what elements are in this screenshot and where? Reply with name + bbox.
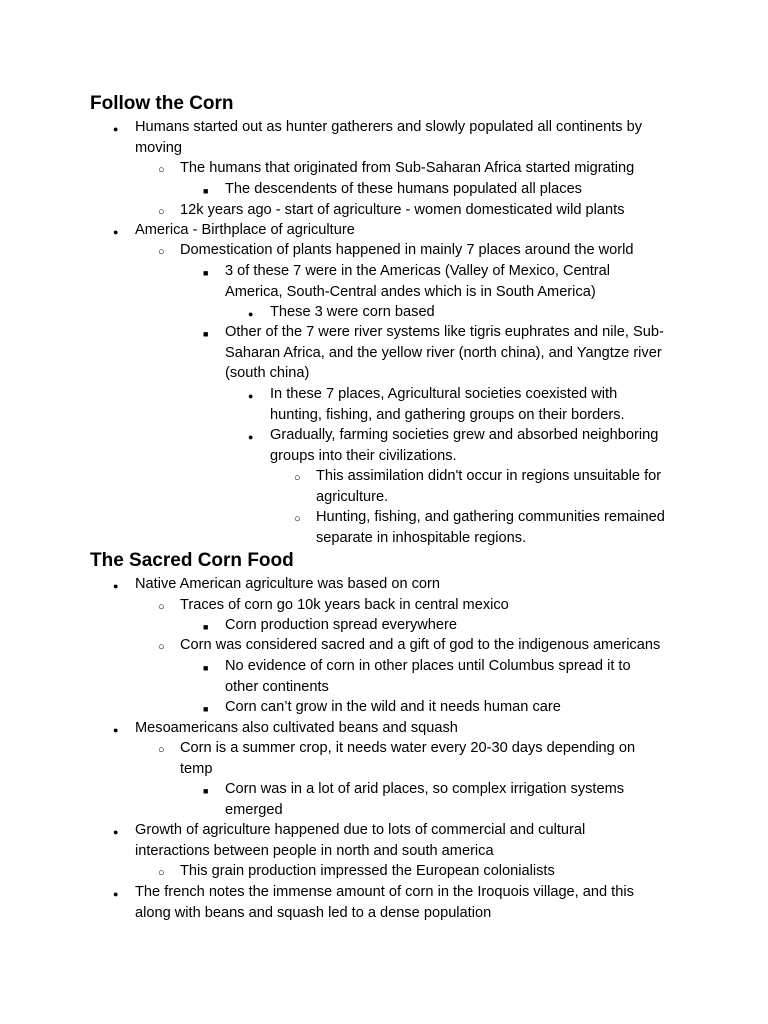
- bullet-circle-icon: [294, 466, 301, 489]
- bullet-square-icon: [203, 656, 208, 679]
- bullet-circle-icon: [158, 595, 165, 618]
- list-item: [225, 779, 645, 820]
- list-item-text: Humans started out as hunter gatherers and slowly populated all continents by moving: [135, 119, 643, 156]
- list-item-text: The descendents of these humans populated all places: [225, 181, 582, 197]
- list-item: [135, 718, 660, 739]
- list-item-text: In these 7 places, Agricultural societies coexisted with hunting, fishing, and gathering groups on their borders.: [270, 386, 625, 423]
- list-item-text: Other of the 7 were river systems like tigris euphrates and nile, Sub-Saharan Africa, and the yellow river (north china), and Yangtze river (south china): [225, 324, 664, 382]
- bullet-disc-icon: [248, 384, 253, 407]
- list-item-text: Corn was in a lot of arid places, so complex irrigation systems emerged: [225, 781, 625, 818]
- list-item-text: Traces of corn go 10k years back in central mexico: [180, 597, 509, 613]
- list-item-text: This grain production impressed the European colonialists: [180, 863, 555, 879]
- list-item: [180, 200, 680, 221]
- list-item-text: Growth of agriculture happened due to lots of commercial and cultural interactions between people in north and south america: [135, 822, 586, 859]
- list-item: [225, 322, 685, 384]
- bullet-disc-icon: [113, 820, 118, 843]
- bullet-disc-icon: [113, 882, 118, 905]
- list-item: [135, 220, 660, 241]
- list-item: [225, 179, 685, 200]
- bullet-square-icon: [203, 322, 208, 345]
- list-item-text: Corn was considered sacred and a gift of god to the indigenous americans: [180, 637, 661, 653]
- list-item-text: This assimilation didn't occur in regions unsuitable for agriculture.: [316, 468, 662, 505]
- list-item: [270, 302, 670, 323]
- list-item: [135, 882, 660, 923]
- bullet-square-icon: [203, 179, 208, 202]
- bullet-disc-icon: [113, 220, 118, 243]
- bullet-square-icon: [203, 697, 208, 720]
- bullet-disc-icon: [113, 574, 118, 597]
- list-item: [135, 574, 660, 595]
- list-item-text: Native American agriculture was based on corn: [135, 576, 441, 592]
- list-item: [180, 738, 660, 779]
- list-item-text: 3 of these 7 were in the Americas (Valley of Mexico, Central America, South-Central andes which is in South America): [225, 263, 611, 300]
- list-item: [180, 158, 680, 179]
- list-item: [316, 507, 686, 548]
- bullet-circle-icon: [158, 635, 165, 658]
- list-item: [135, 117, 660, 158]
- list-item-text: The french notes the immense amount of corn in the Iroquois village, and this along with beans and squash led to a dense population: [135, 884, 634, 921]
- list-item: [225, 697, 685, 718]
- list-item: [225, 615, 685, 636]
- list-item: [135, 820, 615, 861]
- list-item-text: The humans that originated from Sub-Saharan Africa started migrating: [180, 160, 635, 176]
- list-item: [180, 861, 680, 882]
- list-item-text: Gradually, farming societies grew and absorbed neighboring groups into their civilizations.: [270, 427, 659, 464]
- list-item-text: Hunting, fishing, and gathering communities remained separate in inhospitable regions.: [316, 509, 665, 546]
- list-item-text: America - Birthplace of agriculture: [135, 222, 355, 238]
- list-item: [180, 595, 680, 616]
- list-item-text: Corn can’t grow in the wild and it needs human care: [225, 699, 561, 715]
- list-item: [316, 466, 686, 507]
- list-item-text: These 3 were corn based: [270, 304, 435, 320]
- list-item-text: No evidence of corn in other places until Columbus spread it to other continents: [225, 658, 631, 695]
- bullet-circle-icon: [158, 240, 165, 263]
- bullet-disc-icon: [248, 425, 253, 448]
- bullet-disc-icon: [113, 117, 118, 140]
- list-item-text: Corn production spread everywhere: [225, 617, 458, 633]
- list-item: [180, 240, 680, 261]
- list-item-text: Domestication of plants happened in mainly 7 places around the world: [180, 242, 634, 258]
- list-item: [180, 635, 685, 656]
- list-item-text: Mesoamericans also cultivated beans and squash: [135, 720, 458, 736]
- list-item-text: Corn is a summer crop, it needs water every 20-30 days depending on temp: [180, 740, 636, 777]
- bullet-circle-icon: [158, 158, 165, 181]
- bullet-circle-icon: [294, 507, 301, 530]
- list-item: [270, 384, 660, 425]
- bullet-square-icon: [203, 779, 208, 802]
- bullet-circle-icon: [158, 738, 165, 761]
- list-item: [225, 656, 655, 697]
- section-heading: Follow the Corn: [90, 93, 234, 114]
- list-item: [225, 261, 645, 302]
- bullet-square-icon: [203, 261, 208, 284]
- section-heading: The Sacred Corn Food: [90, 550, 294, 571]
- bullet-circle-icon: [158, 861, 165, 884]
- list-item: [270, 425, 680, 466]
- bullet-disc-icon: [113, 718, 118, 741]
- list-item-text: 12k years ago - start of agriculture - women domesticated wild plants: [180, 202, 625, 218]
